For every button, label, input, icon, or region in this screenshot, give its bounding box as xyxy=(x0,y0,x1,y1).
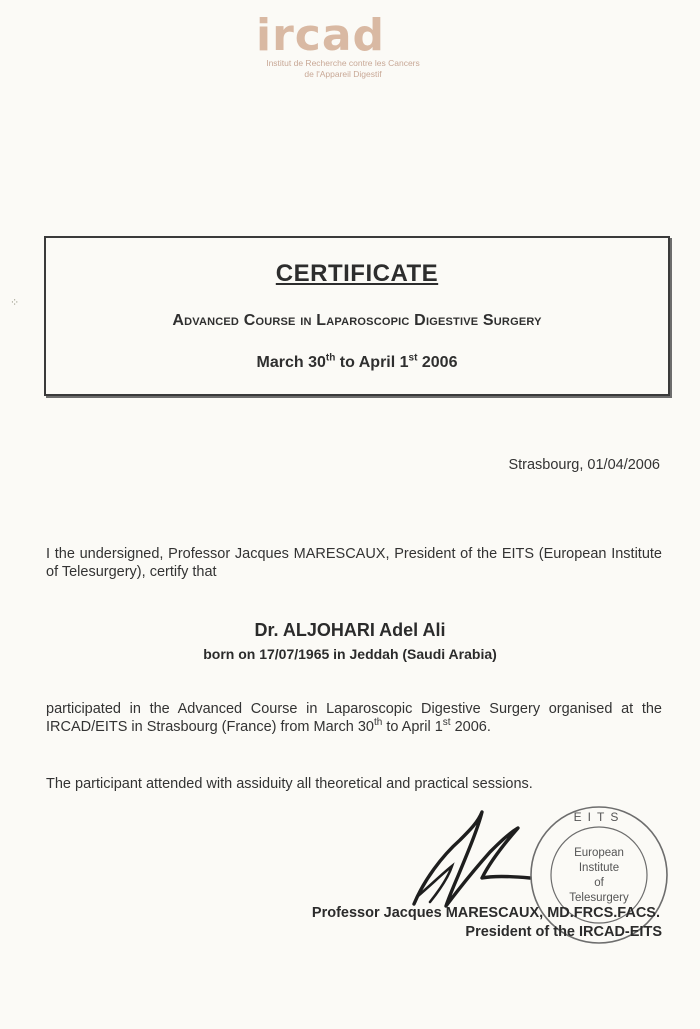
date-year: 2006 xyxy=(417,354,458,371)
signer-title: President of the IRCAD-EITS xyxy=(465,924,662,940)
participation-text-1: participated in the Advanced Course in Laparoscopic Digestive Surgery organised at the IRCAD/EITS in Strasbourg (France) from March 30 xyxy=(46,701,662,735)
date-to-suffix: st xyxy=(408,352,418,364)
recipient-name: Dr. ALJOHARI Adel Ali xyxy=(254,620,446,640)
handwritten-signature xyxy=(408,800,538,912)
ircad-logo xyxy=(256,10,428,80)
stamp-line-1: European xyxy=(574,847,624,859)
participation-sup-2: st xyxy=(442,717,451,729)
course-title: Advanced Course in Laparoscopic Digestive Surgery xyxy=(172,312,542,329)
participation-text-3: 2006. xyxy=(450,719,491,735)
stamp-line-3: of xyxy=(594,877,604,889)
attendance-paragraph: The participant attended with assiduity all theoretical and practical sessions. xyxy=(46,776,533,792)
stamp-ring-text: EITS xyxy=(573,810,625,824)
stamp-line-4: Telesurgery xyxy=(569,892,629,904)
stray-mark-icon: ⁘ xyxy=(10,297,20,309)
recipient-birth-info: born on 17/07/1965 in Jeddah (Saudi Arabia) xyxy=(203,646,497,662)
signer-name: Professor Jacques MARESCAUX, MD.FRCS.FACS. xyxy=(311,905,660,921)
date-connector: to April 1 xyxy=(335,354,409,371)
course-dates xyxy=(46,354,668,372)
intro-paragraph: I the undersigned, Professor Jacques MARESCAUX, President of the EITS (European Institute of Telesurgery), certify that xyxy=(46,546,662,580)
date-from: March 30 xyxy=(256,354,326,371)
logo-subtitle-line2: de l'Appareil Digestif xyxy=(304,69,382,79)
logo-subtitle-line1: Institut de Recherche contre les Cancers xyxy=(266,58,420,68)
participation-sup-1: th xyxy=(373,717,383,729)
participation-paragraph xyxy=(46,700,662,736)
date-from-suffix: th xyxy=(325,352,336,364)
place-and-date: Strasbourg, 01/04/2006 xyxy=(508,457,660,473)
stamp-line-2: Institute xyxy=(578,862,620,874)
certificate-title: CERTIFICATE xyxy=(275,260,439,287)
certificate-header-box xyxy=(44,236,670,396)
participation-text-2: to April 1 xyxy=(382,719,443,735)
logo-wordmark: ircad xyxy=(256,10,386,61)
